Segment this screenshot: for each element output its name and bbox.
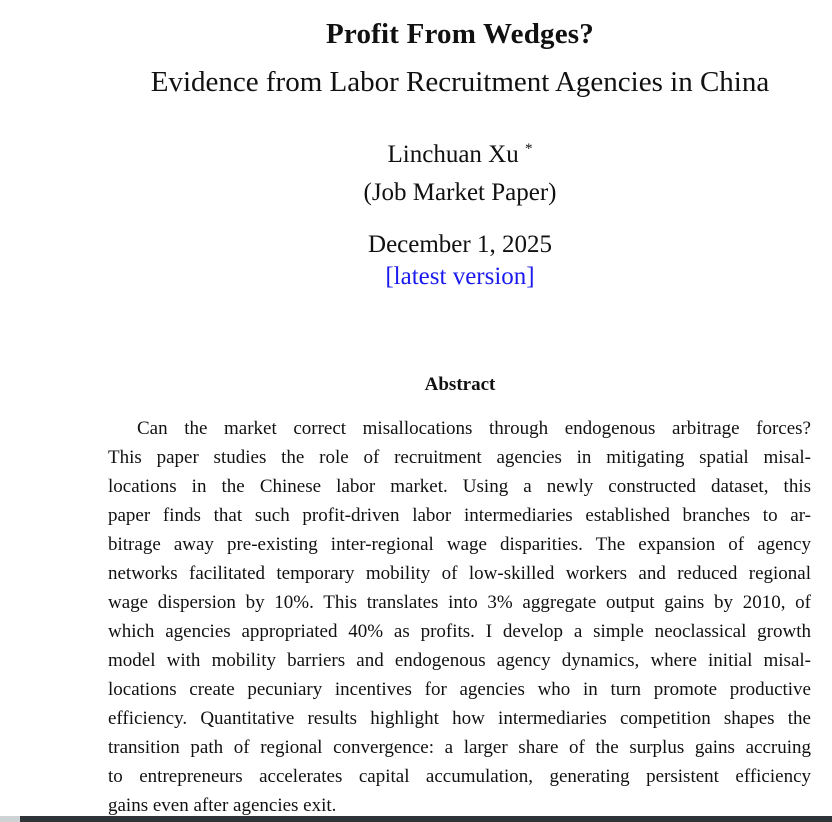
abstract-line: which agencies appropriated 40% as profits. I develop a simple neoclassical growth [108,621,811,642]
abstract-line: locations in the Chinese labor market. Using a newly constructed dataset, this [108,476,811,497]
author-line [0,141,832,169]
abstract-heading: Abstract [424,374,496,395]
abstract-line: locations create pecuniary incentives for agencies who in turn promote productive [108,679,811,700]
abstract-line: paper finds that such profit-driven labor intermediaries established branches to ar- [108,505,811,526]
latest-version-link[interactable]: [latest version] [385,263,535,290]
abstract-line: This paper studies the role of recruitment agencies in mitigating spatial misal- [108,447,811,468]
abstract-line: wage dispersion by 10%. This translates into 3% aggregate output gains by 2010, of [108,592,811,613]
paper-title: Profit From Wedges? [326,18,594,50]
window-bottom-bar [0,816,832,822]
paper-subtitle: Evidence from Labor Recruitment Agencies in China [150,66,770,98]
job-market-paper-note: (Job Market Paper) [363,179,557,206]
author-footnote-mark: * [524,141,533,157]
abstract-body [108,414,811,820]
abstract-line: to entrepreneurs accelerates capital accumulation, generating persistent efficiency [108,766,811,787]
abstract-line: transition path of regional convergence: a larger share of the surplus gains accruing [108,737,811,758]
abstract-line: gains even after agencies exit. [108,795,337,816]
author-name: Linchuan Xu [387,141,519,168]
abstract-line: model with mobility barriers and endogenous agency dynamics, where initial misal- [108,650,811,671]
abstract-line: bitrage away pre-existing inter-regional wage disparities. The expansion of agency [108,534,811,555]
paper-date: December 1, 2025 [368,231,552,258]
abstract-line: Can the market correct misallocations through endogenous arbitrage forces? [137,418,811,439]
abstract-line: networks facilitated temporary mobility of low-skilled workers and reduced regional [108,563,811,584]
bottom-bar-edge [0,816,20,822]
abstract-line: efficiency. Quantitative results highlight how intermediaries competition shapes the [108,708,811,729]
